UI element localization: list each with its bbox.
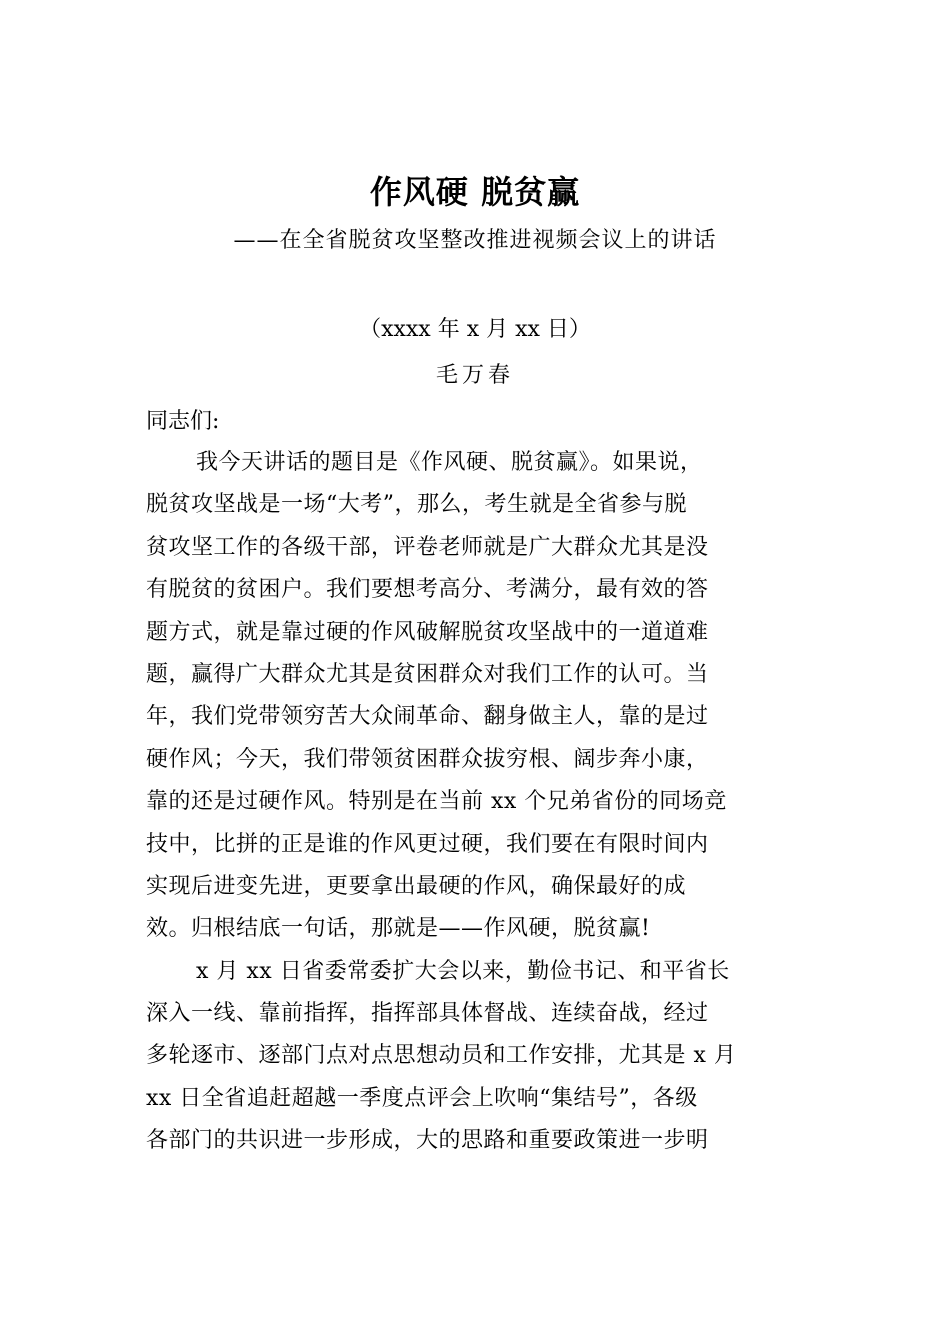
paragraph-line: 实现后进变先进，更要拿出最硬的作风，确保最好的成 — [146, 873, 687, 899]
paragraph-line: 硬作风；今天，我们带领贫困群众拔穷根、阔步奔小康， — [146, 746, 709, 772]
document-body — [146, 402, 806, 1163]
paragraph-line: 贫攻坚工作的各级干部，评卷老师就是广大群众尤其是没 — [146, 534, 709, 560]
paragraph-line: 年，我们党带领穷苦大众闹革命、翻身做主人，靠的是过 — [146, 704, 709, 730]
greeting: 同志们: — [146, 409, 220, 434]
paragraph-line: 我今天讲话的题目是《作风硬、脱贫赢》。如果说， — [196, 450, 703, 475]
paragraph-line: 深入一线、靠前指挥，指挥部具体督战、连续奋战，经过 — [146, 1001, 709, 1027]
paragraph-line: 有脱贫的贫困户。我们要想考高分、考满分，最有效的答 — [146, 577, 709, 603]
document-subtitle: ——在全省脱贫攻坚整改推进视频会议上的讲话 — [233, 228, 717, 253]
paragraph-line: 各部门的共识进一步形成，大的思路和重要政策进一步明 — [146, 1128, 709, 1154]
paragraph-1 — [146, 442, 806, 951]
paragraph-line: 靠的还是过硬作风。特别是在当前 xx 个兄弟省份的同场竞 — [146, 789, 727, 815]
paragraph-line: 效。归根结底一句话，那就是——作风硬，脱贫赢! — [146, 916, 651, 942]
paragraph-line: 多轮逐市、逐部门点对点思想动员和工作安排，尤其是 x 月 — [146, 1043, 737, 1069]
paragraph-line: 脱贫攻坚战是一场“大考”，那么，考生就是全省参与脱 — [146, 492, 687, 518]
document-date: （xxxx 年 x 月 xx 日） — [359, 317, 591, 342]
document-title: 作风硬 脱贫赢 — [369, 173, 581, 211]
paragraph-line: x 月 xx 日省委常委扩大会以来，勤俭书记、和平省长 — [196, 958, 730, 984]
paragraph-line: 题方式，就是靠过硬的作风破解脱贫攻坚战中的一道道难 — [146, 619, 709, 645]
paragraph-line: 题，赢得广大群众尤其是贫困群众对我们工作的认可。当 — [146, 661, 709, 687]
paragraph-line: xx 日全省追赶超越一季度点评会上吹响“集结号”，各级 — [146, 1085, 698, 1111]
paragraph-2 — [146, 951, 806, 1163]
paragraph-line: 技中，比拼的正是谁的作风更过硬，我们要在有限时间内 — [146, 831, 709, 857]
document-author: 毛万春 — [435, 363, 514, 388]
